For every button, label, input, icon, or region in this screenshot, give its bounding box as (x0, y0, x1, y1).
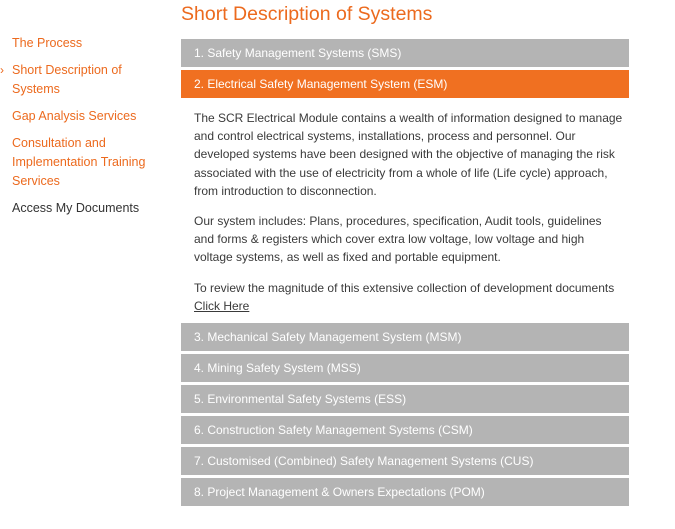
page-title: Short Description of Systems (181, 3, 433, 25)
chevron-right-icon: › (0, 63, 4, 77)
esm-description-paragraph: The SCR Electrical Module contains a wealth of information designed to manage and control electrical systems, installations, process and personnel. Our developed systems have been designed with the objective of managing the risk associated with the use of electricity from a whole of life (Life cycle) approach, from introduction to disconnection. (194, 111, 623, 198)
sidebar-item-label: Short Description of Systems (12, 63, 122, 96)
click-here-link[interactable]: Click Here (194, 298, 250, 313)
sidebar-item-label: Consultation and Implementation Training Services (12, 136, 146, 188)
accordion-header-esm[interactable]: 2. Electrical Safety Management System (ESM) (181, 70, 629, 98)
sidebar-item-gap-analysis[interactable] (0, 107, 165, 126)
accordion-header-sms[interactable]: 1. Safety Management Systems (SMS) (181, 39, 629, 67)
sidebar-item-the-process[interactable] (0, 34, 165, 53)
accordion-header-mss[interactable]: 4. Mining Safety System (MSS) (181, 354, 629, 382)
esm-includes-paragraph: Our system includes: Plans, procedures, specification, Audit tools, guidelines and forms & registers which cover extra low voltage, low voltage and high voltage systems, as well as fixed and portable equipment. (194, 214, 602, 265)
accordion-header-csm[interactable]: 6. Construction Safety Management Systems (CSM) (181, 416, 629, 444)
accordion-header-msm[interactable]: 3. Mechanical Safety Management System (MSM) (181, 323, 629, 351)
accordion-header-pom[interactable]: 8. Project Management & Owners Expectations (POM) (181, 478, 629, 506)
sidebar-item-short-description[interactable] (0, 61, 165, 99)
accordion-header-ess[interactable]: 5. Environmental Safety Systems (ESS) (181, 385, 629, 413)
sidebar-item-label: The Process (12, 36, 83, 50)
accordion-header-cus[interactable]: 7. Customised (Combined) Safety Management Systems (CUS) (181, 447, 629, 475)
sidebar-item-access-documents[interactable] (0, 199, 165, 218)
sidebar-item-label: Access My Documents (12, 201, 140, 215)
esm-review-paragraph (194, 279, 623, 315)
sidebar-item-consultation-training[interactable] (0, 134, 165, 191)
sidebar-item-label: Gap Analysis Services (12, 109, 137, 123)
esm-review-text: To review the magnitude of this extensive collection of development documents (194, 280, 615, 295)
sidebar-nav (0, 34, 165, 226)
systems-accordion (181, 39, 629, 509)
main-content (181, 0, 629, 500)
accordion-panel-esm (181, 101, 629, 323)
